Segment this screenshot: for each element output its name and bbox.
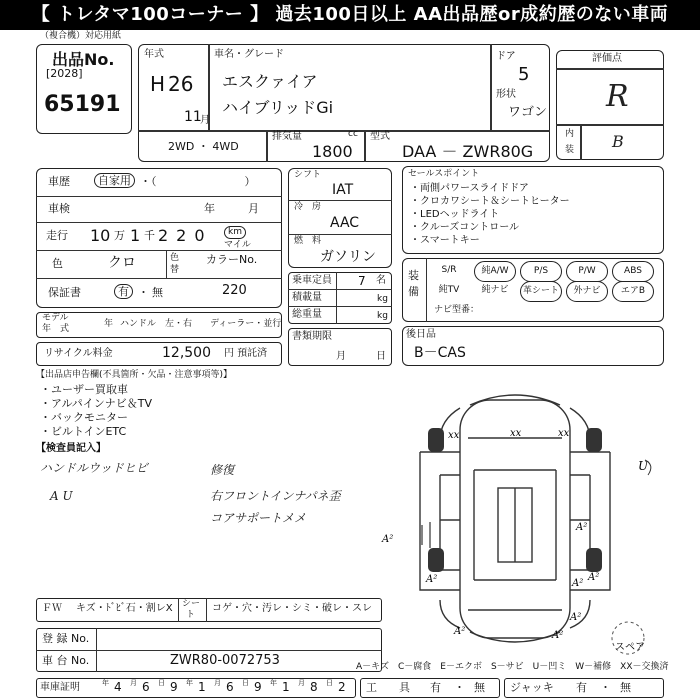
equipment-label-1: 装 (408, 269, 419, 282)
sales-point: ・クロカワシート＆シートヒーター (410, 196, 570, 207)
year-month-unit: 月 (200, 115, 210, 126)
gross-unit: kg (377, 311, 388, 321)
damage-mark: A² (552, 630, 564, 641)
model-label: 車名・グレード (214, 49, 284, 60)
seller-note: ・ユーザー買取車 (40, 383, 128, 396)
seller-note: ・アルパインナビ＆TV (40, 397, 153, 410)
warranty-label: 保証書 (48, 286, 81, 299)
recycle-unit: 円 預託済 (224, 348, 268, 359)
checker-note-left: A U (50, 489, 73, 503)
navi-model-label: ナビ型番： (434, 305, 480, 315)
lot-number: 65191 (44, 92, 121, 117)
history-label: 車歴 (48, 175, 70, 188)
damage-legend: A－キズ C－腐食 E－エクボ S－サビ U－凹ミ W－補修 XX－交換済 (356, 662, 669, 672)
mileage-sen: 1 (130, 226, 141, 245)
car-damage-diagram (382, 380, 660, 660)
chassis-value: ZWR80-0072753 (170, 653, 280, 668)
cert-digit: 1 (282, 680, 290, 694)
docs-unit2: 日 (376, 351, 386, 362)
recycle-label: リサイクル料金 (44, 348, 113, 359)
damage-mark: A² (588, 572, 600, 583)
cert-unit: 年 (270, 679, 277, 687)
jack-label: ジャッキ (510, 681, 554, 694)
cert-unit: 日 (326, 679, 333, 687)
score-value: R (606, 79, 629, 114)
tools-sep: ・ (454, 681, 465, 694)
cert-unit: 月 (298, 679, 305, 687)
handle-side: ハンドル 左・右 (120, 319, 193, 329)
cert-unit: 年 (186, 679, 193, 687)
checker-note-left: ハンドルウッドヒビ (40, 461, 148, 475)
interior-label-2: 装 (565, 145, 575, 155)
history-rest: ・（ ） (140, 175, 256, 188)
equipment-label-2: 備 (408, 285, 419, 298)
color-change-2: 替 (170, 265, 180, 275)
shape-label: 形状 (496, 89, 516, 100)
cert-digit: 6 (226, 680, 234, 694)
equip-navi: 純ナビ (481, 285, 509, 295)
damage-mark: U (638, 459, 649, 473)
equip-tv: 純TV (438, 285, 460, 295)
damage-mark: A² (426, 574, 438, 585)
damage-mark: A² (570, 612, 582, 623)
sales-point: ・LEDヘッドライト (410, 209, 500, 220)
load-unit: kg (377, 294, 388, 304)
cert-label: 車庫証明 (40, 682, 80, 693)
warranty-sep: ・ (138, 286, 149, 299)
year-value: 26 (168, 72, 194, 96)
after-items-value: B－CAS (414, 345, 466, 361)
cert-digit: 8 (310, 680, 318, 694)
drive-type: 2WD ・ 4WD (168, 140, 239, 153)
ac-value: AAC (330, 215, 360, 231)
model-year-label-1: モデル (42, 313, 69, 323)
color-code-label: カラーNo. (206, 253, 258, 266)
mileage-sen-unit: 千 (144, 229, 155, 242)
damage-mark: xx (448, 430, 460, 441)
cert-unit: 日 (158, 679, 165, 687)
tools-yes: 有 (430, 681, 441, 694)
cert-digit: 9 (170, 680, 178, 694)
sales-point: ・スマートキー (410, 235, 480, 246)
load-label: 積載量 (292, 292, 322, 303)
model-grade: ハイブリッドGi (222, 98, 334, 117)
capacity-value: 7 (358, 274, 366, 288)
damage-mark: A² (576, 522, 588, 533)
mileage-rest: 220 (158, 226, 213, 245)
displacement-label: 排気量 (272, 131, 302, 142)
color-label: 色 (52, 257, 63, 270)
sales-point: ・両側パワースライドドア (410, 183, 529, 194)
jack-no: 無 (620, 681, 631, 694)
fw-sheet-2: ト (186, 610, 196, 620)
displacement-value: 1800 (312, 142, 353, 161)
seller-notes-label: 【出品店申告欄(不具箇所・欠品・注意事項等)】 (36, 370, 233, 380)
docs-label: 書類期限 (292, 331, 332, 342)
cert-unit: 月 (214, 679, 221, 687)
history-value: 自家用 (94, 173, 135, 188)
damage-mark: xx (510, 428, 522, 439)
mileage-man: 10 (90, 226, 111, 245)
door-label: ドア (496, 51, 516, 62)
cert-digit: 4 (114, 680, 122, 694)
equip-abs: ABS (612, 261, 654, 282)
capacity-unit: 名 (376, 275, 386, 286)
cert-unit: 月 (130, 679, 137, 687)
interior-score: B (612, 132, 624, 151)
color-code: 220 (222, 283, 247, 298)
shift-label: シフト (294, 170, 322, 180)
reg-label: 登 録 No. (42, 632, 90, 645)
docs-unit: 月 (336, 351, 346, 362)
mileage-man-unit: 万 (114, 229, 125, 242)
damage-mark: A² (572, 578, 584, 589)
sales-point: ・クルーズコントロール (410, 222, 519, 233)
lot-label: 出品No. (52, 50, 115, 69)
year-era: H (150, 72, 166, 96)
fw-label: ＦＷ (42, 603, 62, 614)
door-value: 5 (518, 64, 530, 85)
equip-ext-navi: 外ナビ (566, 281, 608, 302)
cert-box (36, 678, 356, 698)
equip-alloy-wheels: 純A/W (474, 261, 516, 282)
mileage-label: 走行 (46, 229, 68, 242)
cert-unit: 年 (102, 679, 109, 687)
fuel-label: 燃 料 (294, 236, 322, 246)
fw-items-2: コゲ・穴・汚レ・シミ・破レ・スレ (212, 603, 372, 614)
checker-note-right: 修復 (210, 463, 235, 477)
type-value: DAA － ZWR80G (402, 142, 534, 161)
banner-title: 【 トレタマ100コーナー 】 過去100日以上 AA出品歴or成約歴のない車両 (0, 0, 700, 30)
tools-label: 工 具 (366, 681, 410, 694)
damage-mark: A² (454, 626, 466, 637)
seller-note: ・バックモニター (40, 411, 128, 424)
chassis-label: 車 台 No. (42, 654, 90, 667)
shape-value: ワゴン (508, 105, 548, 120)
inspection-year-unit: 年 (204, 202, 215, 215)
equip-power-windows: P/W (566, 261, 608, 282)
capacity-label: 乗車定員 (292, 275, 332, 286)
interior-label-1: 内 (565, 129, 575, 139)
fw-sheet-1: シー (182, 599, 201, 609)
equip-airbag: エアB (612, 281, 654, 302)
shift-value: IAT (332, 182, 354, 198)
equip-power-steering: P/S (520, 261, 562, 282)
equip-leather: 革シート (520, 281, 562, 302)
checker-note-right: 右フロントインナパネ歪 (210, 489, 341, 503)
top-note: （複合機）対応用紙 (40, 31, 122, 41)
recycle-value: 12,500 (162, 345, 211, 361)
cert-digit: 1 (198, 680, 206, 694)
color-value: クロ (108, 255, 136, 271)
ac-label: 冷 房 (294, 202, 322, 212)
color-change-1: 色 (170, 253, 180, 263)
inspection-label: 車検 (48, 202, 70, 215)
sales-points-label: セールスポイント (408, 169, 480, 179)
damage-mark: xx (558, 428, 570, 439)
lot-stamp: [2028] (46, 67, 83, 80)
cert-digit: 9 (254, 680, 262, 694)
checker-label: 【検査員記入】 (36, 443, 106, 454)
model-year-unit: 年 (104, 319, 114, 329)
fw-items: キズ・ﾄﾞﾋﾞ石・割レX (76, 603, 173, 614)
dealer-type: ディーラー・並行 (210, 319, 282, 329)
year-label: 年式 (144, 49, 164, 60)
warranty-no: 無 (152, 286, 163, 299)
year-month: 11 (184, 109, 202, 125)
displacement-unit: cc (348, 129, 358, 139)
mileage-unit-km: km (224, 226, 246, 239)
cert-digit: 2 (338, 680, 346, 694)
damage-mark: A² (382, 534, 394, 545)
warranty-yes: 有 (114, 284, 133, 299)
model-name: エスクァイア (222, 72, 318, 91)
equip-sunroof: S/R (441, 265, 457, 275)
type-label: 型式 (370, 131, 390, 142)
spare-label: スペア (615, 642, 645, 653)
score-label: 評価点 (592, 53, 622, 64)
tools-no: 無 (474, 681, 485, 694)
gross-label: 総重量 (292, 309, 322, 320)
fuel-value: ガソリン (320, 249, 376, 265)
cert-digit: 6 (142, 680, 150, 694)
jack-sep: ・ (600, 681, 611, 694)
inspection-month-unit: 月 (248, 202, 259, 215)
after-items-label: 後日品 (406, 329, 436, 340)
checker-note-right: コアサポートメメ (210, 511, 306, 525)
model-year-label-2: 年 式 (42, 324, 70, 334)
cert-unit: 日 (242, 679, 249, 687)
seller-note: ・ビルトインETC (40, 425, 127, 438)
mileage-unit-mile: マイル (224, 240, 251, 250)
jack-yes: 有 (576, 681, 587, 694)
